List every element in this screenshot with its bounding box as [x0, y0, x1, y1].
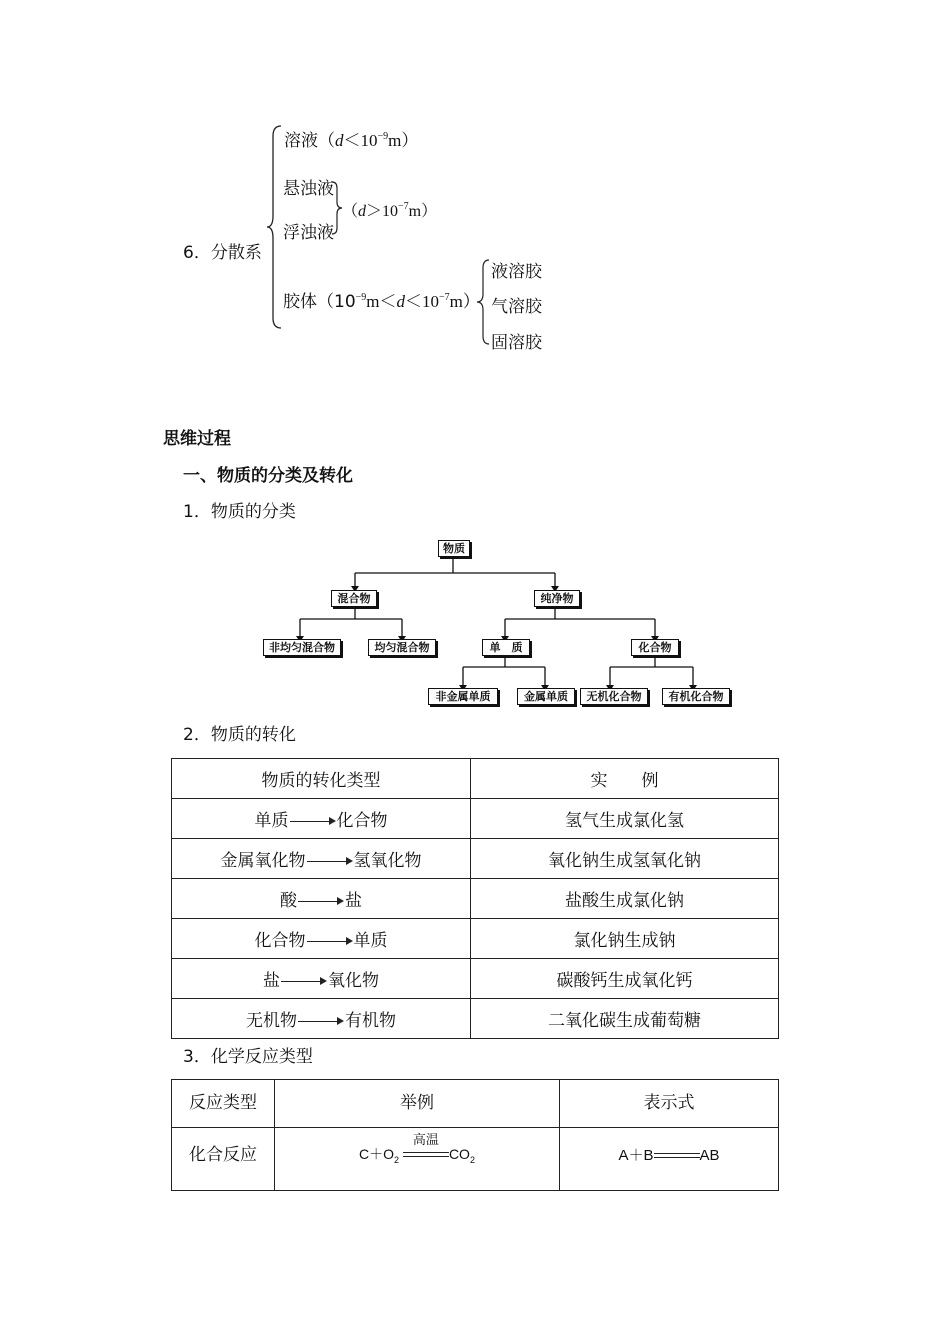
section1-heading: 一、物质的分类及转化	[183, 466, 353, 486]
colloid-label: 胶体$(10^{-9}m<d<10^{-7}m)$	[283, 292, 480, 312]
arrow-icon	[281, 976, 327, 986]
transform-example-cell: 二氧化碳生成葡萄糖	[471, 999, 779, 1039]
reaction-formula-cell: A＋B AB	[560, 1128, 779, 1191]
transform-example-cell: 氧化钠生成氢氧化钠	[471, 839, 779, 879]
sub3-heading: 3．化学反应类型	[183, 1047, 313, 1067]
tree-metal: 金属单质	[517, 688, 575, 705]
sub1-heading: 1．物质的分类	[183, 502, 296, 522]
transform-example-cell: 盐酸生成氯化钠	[471, 879, 779, 919]
arrow-icon	[290, 816, 336, 826]
tree-element: 单 质	[482, 639, 530, 656]
transform-type-cell: 无机物 有机物	[172, 999, 471, 1039]
transform-type-cell: 酸 盐	[172, 879, 471, 919]
transform-example-cell: 氢气生成氯化氢	[471, 799, 779, 839]
transform-example-cell: 氯化钠生成钠	[471, 919, 779, 959]
table-row	[172, 799, 779, 839]
tree-root: 物质	[438, 540, 470, 557]
arrow-icon	[298, 1016, 344, 1026]
transform-example-cell: 碳酸钙生成氧化钙	[471, 959, 779, 999]
tree-homogeneous: 均匀混合物	[368, 639, 436, 656]
emulsion-label: 浮浊液	[283, 223, 334, 243]
equals-sign-icon	[403, 1152, 449, 1158]
gas-sol-label: 气溶胶	[491, 297, 542, 317]
sub2-heading: 2．物质的转化	[183, 725, 296, 745]
transform-header-row	[172, 759, 779, 799]
reaction-header-formula: 表示式	[560, 1080, 779, 1128]
tree-connectors	[255, 535, 735, 710]
table-row	[172, 999, 779, 1039]
transform-type-cell: 单质 化合物	[172, 799, 471, 839]
table-row	[172, 1128, 779, 1191]
reaction-header-example: 举例	[275, 1080, 560, 1128]
table-row	[172, 919, 779, 959]
reaction-header-row	[172, 1080, 779, 1128]
table-row	[172, 959, 779, 999]
dispersion-number: 6．分散系	[183, 243, 262, 263]
tree-compound: 化合物	[631, 639, 679, 656]
tree-pure: 纯净物	[534, 590, 580, 607]
transform-header-type: 物质的转化类型	[172, 759, 471, 799]
tree-organic: 有机化合物	[662, 688, 730, 705]
transform-table	[171, 758, 779, 1039]
reaction-example-cell: $C+O_2$ 高温 $CO_2$	[275, 1128, 560, 1191]
tree-nonmetal: 非金属单质	[428, 688, 498, 705]
transform-header-example: 实 例	[471, 759, 779, 799]
table-row	[172, 839, 779, 879]
equals-sign-icon	[654, 1153, 700, 1159]
reaction-type-cell: 化合反应	[172, 1128, 275, 1191]
tree-mixture: 混合物	[331, 590, 377, 607]
table-row	[172, 879, 779, 919]
solid-sol-label: 固溶胶	[491, 333, 542, 353]
reaction-header-type: 反应类型	[172, 1080, 275, 1128]
liquid-sol-label: 液溶胶	[491, 262, 542, 282]
transform-type-cell: 化合物 单质	[172, 919, 471, 959]
suspension-label: 悬浊液	[283, 179, 334, 199]
reaction-condition: 高温	[412, 1132, 439, 1147]
arrow-icon	[307, 936, 353, 946]
tree-heterogeneous: 非均匀混合物	[263, 639, 341, 656]
reaction-table	[171, 1079, 779, 1191]
transform-type-cell: 金属氧化物 氢氧化物	[172, 839, 471, 879]
thinking-heading: 思维过程	[163, 429, 231, 449]
coarse-condition: $(d>10^{-7}m)$	[342, 201, 438, 220]
arrow-icon	[307, 856, 353, 866]
transform-type-cell: 盐 氧化物	[172, 959, 471, 999]
tree-inorganic: 无机化合物	[580, 688, 648, 705]
solution-label: 溶液$(d<10^{-9}m)$	[284, 131, 419, 151]
arrow-icon	[298, 896, 344, 906]
